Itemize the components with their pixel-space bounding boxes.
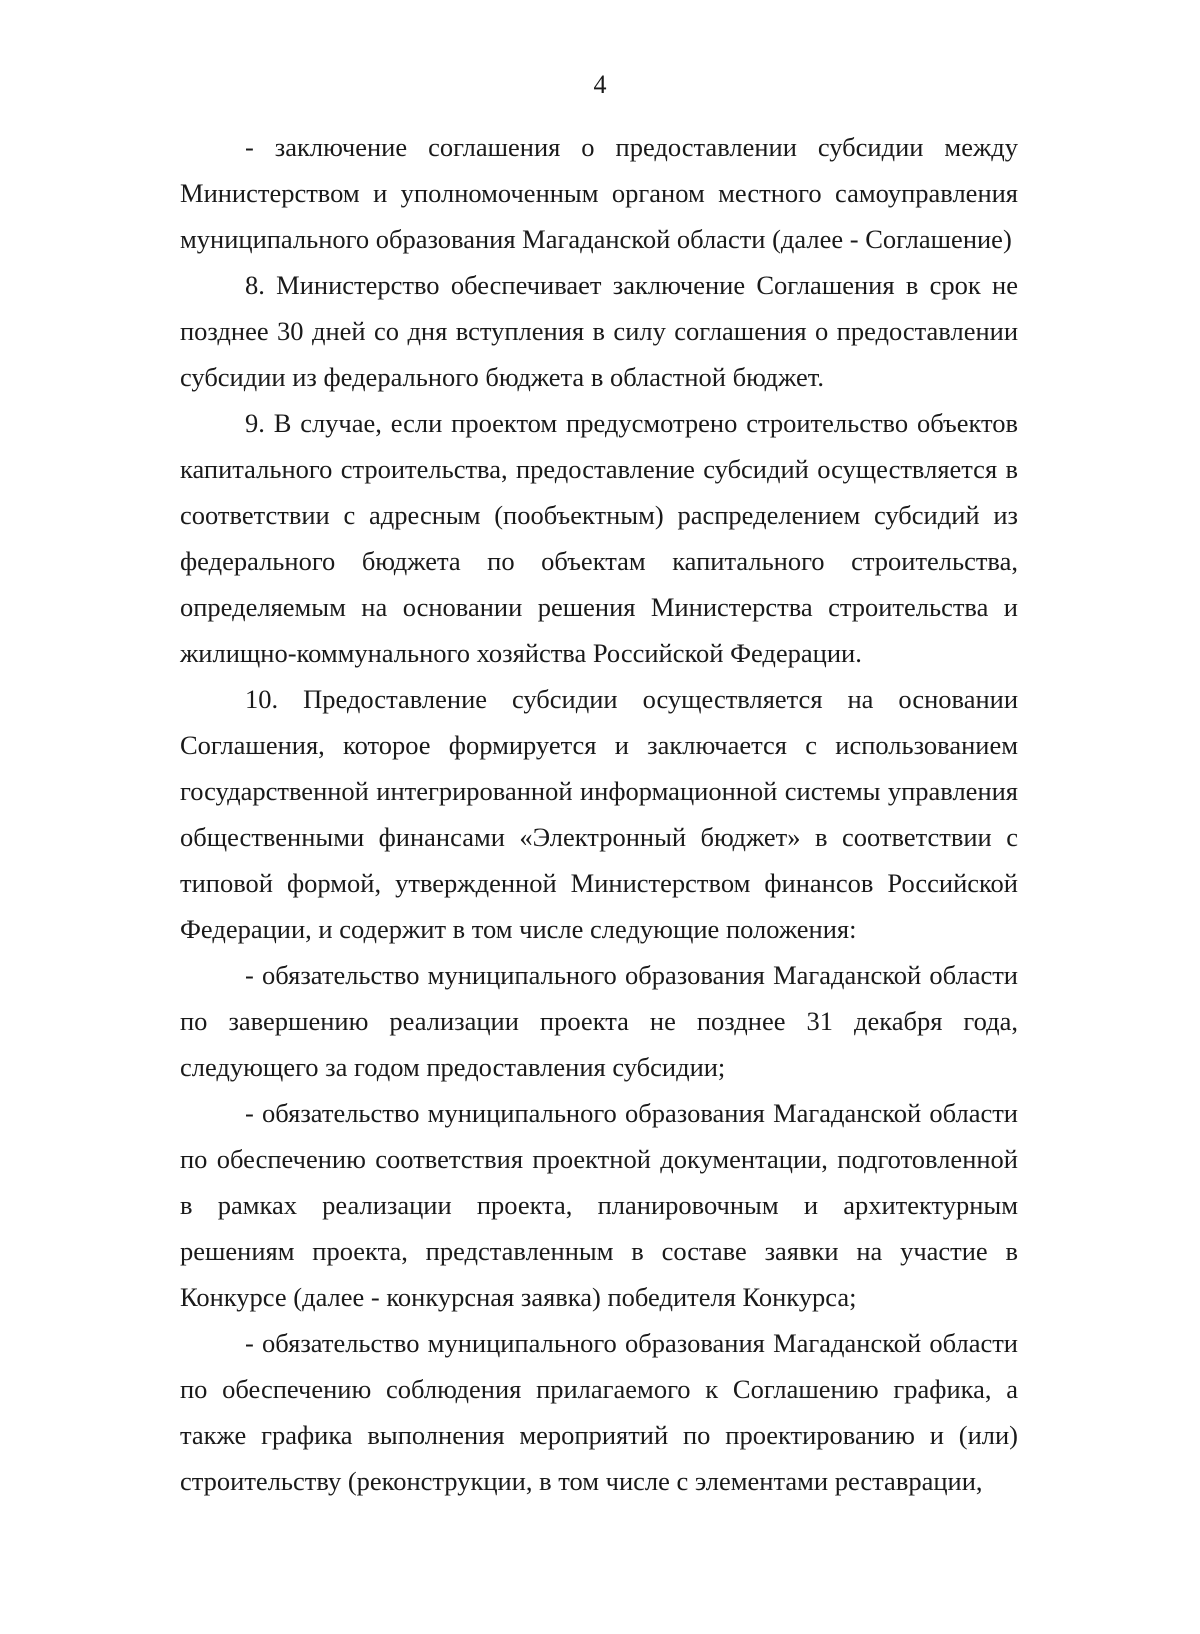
paragraph-obligation-schedule: - обязательство муниципального образования Магаданской области по обеспечению соблюдения прилагаемого к Соглашению графика, а также графика выполнения мероприятий по проектированию и (или) строительству (реконструкции, в том числе с элементами реставрации, <box>180 1328 1018 1496</box>
paragraph-8: 8. Министерство обеспечивает заключение Соглашения в срок не позднее 30 дней со дня вступления в силу соглашения о предоставлении субсидии из федерального бюджета в областной бюджет. <box>180 270 1018 392</box>
document-body <box>180 124 1018 1504</box>
paragraph-agreement-conclusion: - заключение соглашения о предоставлении субсидии между Министерством и уполномоченным органом местного самоуправления муниципального образования Магаданской области (далее - Соглашение) <box>180 132 1018 254</box>
paragraph-9: 9. В случае, если проектом предусмотрено строительство объектов капитального строительства, предоставление субсидий осуществляется в соответствии с адресным (пообъектным) распределением субсидий из федерального бюджета по объектам капитального строительства, определяемым на основании решения Министерства строительства и жилищно-коммунального хозяйства Российской Федерации. <box>180 408 1018 668</box>
paragraph-obligation-completion: - обязательство муниципального образования Магаданской области по завершению реализации проекта не позднее 31 декабря года, следующего за годом предоставления субсидии; <box>180 960 1018 1082</box>
paragraph-obligation-documentation: - обязательство муниципального образования Магаданской области по обеспечению соответствия проектной документации, подготовленной в рамках реализации проекта, планировочным и архитектурным решениям проекта, представленным в составе заявки на участие в Конкурсе (далее - конкурсная заявка) победителя Конкурса; <box>180 1098 1018 1312</box>
paragraph-10: 10. Предоставление субсидии осуществляется на основании Соглашения, которое формируется и заключается с использованием государственной интегрированной информационной системы управления общественными финансами «Электронный бюджет» в соответствии с типовой формой, утвержденной Министерством финансов Российской Федерации, и содержит в том числе следующие положения: <box>180 684 1018 944</box>
page-number: 4 <box>593 70 607 99</box>
